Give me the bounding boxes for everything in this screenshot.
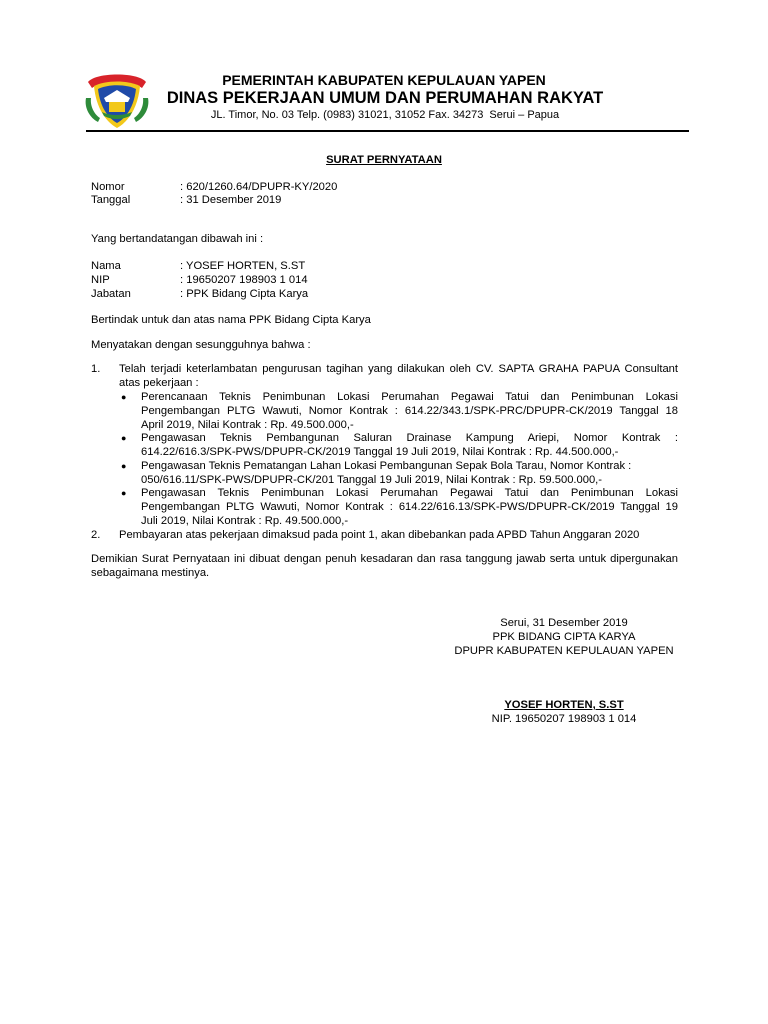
meta-value: : 31 Desember 2019 (180, 194, 282, 206)
declare-text: Menyatakan dengan sesungguhnya bahwa : (91, 339, 311, 351)
meta-label: Tanggal (91, 194, 131, 206)
bullet-1-line-3: April 2019, Nilai Kontrak : Rp. 49.500.000,- (141, 419, 354, 431)
signer-value: : YOSEF HORTEN, S.ST (180, 260, 306, 272)
signer-value: : 19650207 198903 1 014 (180, 274, 308, 286)
address-text: JL. Timor, No. 03 Telp. (0983) 31021, 31052 Fax. 34273 (210, 109, 484, 121)
signature-position: PPK BIDANG CIPTA KARYA (492, 631, 636, 643)
header-department: DINAS PEKERJAAN UMUM DAN PERUMAHAN RAKYAT (166, 89, 604, 107)
signer-row-nip (91, 273, 308, 287)
signer-row-name (91, 259, 305, 273)
point-number: 1. (91, 363, 101, 375)
point-1-line-1: Telah terjadi keterlambatan pengurusan tagihan yang dilakukan oleh CV. SAPTA GRAHA PAPUA Consultant (119, 363, 678, 375)
signature-nip: NIP. 19650207 198903 1 014 (491, 713, 637, 725)
point-number: 2. (91, 529, 101, 541)
bullet-2-line-1: Pengawasan Teknis Pembangunan Saluran Drainase Kampung Ariepi, Nomor Kontrak : (141, 432, 678, 444)
signature-office: DPUPR KABUPATEN KEPULAUAN YAPEN (454, 645, 674, 657)
header-government: PEMERINTAH KABUPATEN KEPULAUAN YAPEN (222, 72, 546, 88)
signer-value: : PPK Bidang Cipta Karya (180, 288, 309, 300)
signature-place-date: Serui, 31 Desember 2019 (500, 617, 628, 629)
bullet-2-line-2: 614.22/616.3/SPK-PWS/DPUPR-CK/2019 Tanggal 19 Juli 2019, Nilai Kontrak : Rp. 44.500.000,- (141, 446, 619, 458)
closing-line-2: sebagaimana mestinya. (91, 567, 210, 579)
acting-text: Bertindak untuk dan atas nama PPK Bidang Cipta Karya (91, 314, 371, 326)
meta-label: Nomor (91, 181, 125, 193)
bullet-icon: ● (121, 433, 127, 443)
header-divider (86, 130, 689, 132)
signer-label: Jabatan (91, 288, 131, 300)
bullet-4-line-1: Pengawasan Teknis Penimbunan Lokasi Perumahan Pegawai Tatui dan Penimbunan Lokasi (141, 487, 678, 499)
bullet-3-line-1: Pengawasan Teknis Pematangan Lahan Lokasi Pembangunan Sepak Bola Tarau, Nomor Kontrak : (141, 460, 632, 472)
signer-name: YOSEF HORTEN, S.ST (504, 699, 624, 711)
bullet-icon: ● (121, 461, 127, 471)
meta-value: : 620/1260.64/DPUPR-KY/2020 (180, 181, 338, 193)
signature-name (440, 698, 688, 712)
intro-text: Yang bertandatangan dibawah ini : (91, 233, 264, 245)
signer-label: NIP (91, 274, 110, 286)
closing-line-1: Demikian Surat Pernyataan ini dibuat dengan penuh kesadaran dan rasa tanggung jawab serta untuk dipergunakan (91, 553, 678, 565)
bullet-1-line-1: Perencanaan Teknis Penimbunan Lokasi Perumahan Pegawai Tatui dan Penimbunan Lokasi (141, 391, 678, 403)
bullet-4-line-3: Juli 2019, Nilai Kontrak : Rp. 49.500.000,- (141, 515, 349, 527)
bullet-1-line-2: Pengembangan PLTG Wawuti, Nomor Kontrak : 614.22/343.1/SPK-PRC/DPUPR-CK/2019 Tanggal 18 (141, 405, 678, 417)
meta-row-number (91, 180, 337, 194)
bullet-4-line-2: Pengembangan PLTG Wawuti, Nomor Kontrak : 614.22/616.13/SPK-PWS/DPUPR-CK/2019 Tanggal 19 (141, 501, 678, 513)
signer-row-position (91, 287, 308, 301)
point-1-line-2: atas pekerjaan : (119, 377, 199, 389)
bullet-icon: ● (121, 392, 127, 402)
bullet-icon: ● (121, 488, 127, 498)
bullet-3-line-2: 050/616.11/SPK-PWS/DPUPR-CK/201 Tanggal 19 Juli 2019, Nilai Kontrak : Rp. 59.500.000,- (141, 474, 603, 486)
header-address (165, 109, 605, 122)
address-city: Serui – Papua (489, 109, 560, 121)
letter-title: SURAT PERNYATAAN (326, 154, 442, 166)
point-2-line-1: Pembayaran atas pekerjaan dimaksud pada point 1, akan dibebankan pada APBD Tahun Anggaran 2020 (119, 529, 640, 541)
signer-label: Nama (91, 260, 121, 272)
meta-row-date (91, 193, 281, 207)
